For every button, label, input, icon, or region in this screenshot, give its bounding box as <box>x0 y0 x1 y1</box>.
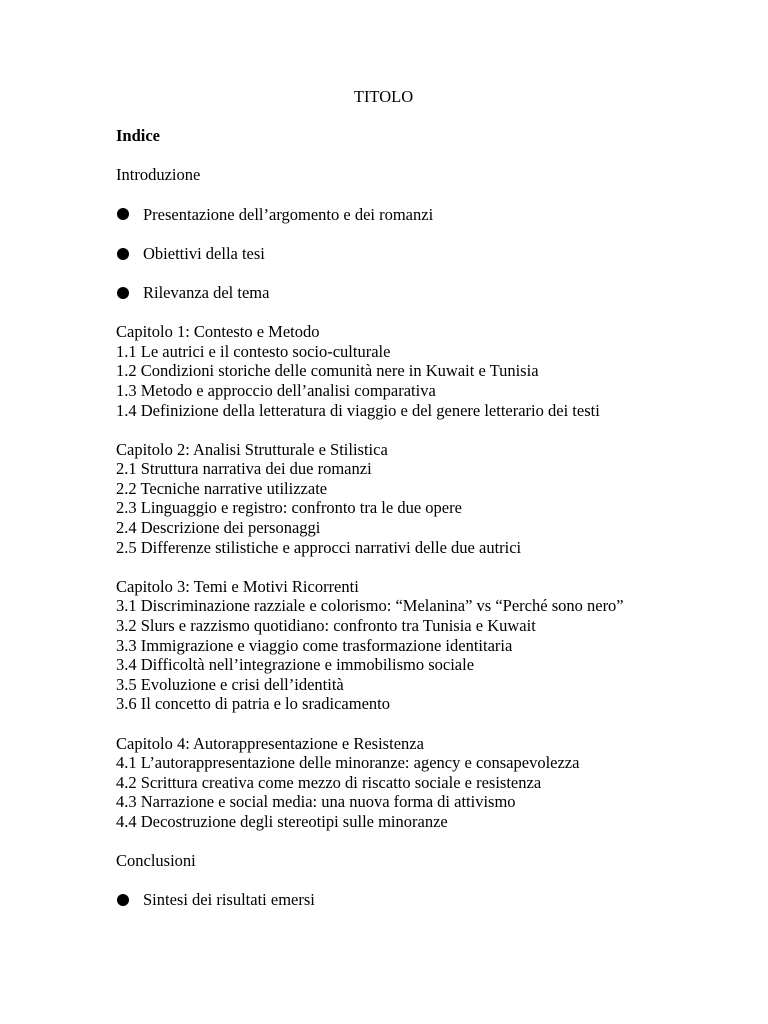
intro-label: Introduzione <box>116 165 201 185</box>
spacer <box>116 224 651 244</box>
chapter-item: 2.2 Tecniche narrative utilizzate <box>116 478 328 498</box>
index-heading: Indice <box>116 126 161 146</box>
spacer <box>116 146 651 166</box>
chapter-item: 2.5 Differenze stilistiche e approcci narrativi delle due autrici <box>116 537 522 557</box>
chapter-item: 4.3 Narrazione e social media: una nuova forma di attivismo <box>116 792 516 812</box>
chapter-item: 3.4 Difficoltà nell’integrazione e immobilismo sociale <box>116 655 475 675</box>
bullet-icon <box>117 894 129 906</box>
chapter-item: 3.6 Il concetto di patria e lo sradicamento <box>116 694 390 714</box>
document-title: TITOLO <box>353 87 414 106</box>
chapter-item: 2.4 Descrizione dei personaggi <box>116 518 321 538</box>
intro-bullet-item <box>116 244 651 264</box>
spacer <box>116 185 651 205</box>
spacer <box>116 557 651 577</box>
intro-bullet-item <box>116 283 651 303</box>
chapter-item: 3.1 Discriminazione razziale e colorismo: “Melanina” vs “Perché sono nero” <box>116 596 624 616</box>
chapter-title: Capitolo 4: Autorappresentazione e Resistenza <box>116 733 424 753</box>
chapter-item: 4.4 Decostruzione degli stereotipi sulle minoranze <box>116 811 448 831</box>
conclusion-label: Conclusioni <box>116 851 196 871</box>
chapter-item: 2.1 Struttura narrativa dei due romanzi <box>116 459 372 479</box>
chapter-title: Capitolo 2: Analisi Strutturale e Stilistica <box>116 439 388 459</box>
chapter-item: 1.2 Condizioni storiche delle comunità nere in Kuwait e Tunisia <box>116 361 539 381</box>
chapter-title: Capitolo 1: Contesto e Metodo <box>116 322 320 342</box>
conclusion-bullet-item <box>116 890 651 910</box>
bullet-text: Obiettivi della tesi <box>143 243 265 263</box>
spacer <box>116 420 651 440</box>
chapter-item: 2.3 Linguaggio e registro: confronto tra le due opere <box>116 498 462 518</box>
intro-bullet-item <box>116 205 651 225</box>
chapter-item: 3.2 Slurs e razzismo quotidiano: confronto tra Tunisia e Kuwait <box>116 616 536 636</box>
bullet-icon <box>117 287 129 299</box>
chapter-item: 1.3 Metodo e approccio dell’analisi comparativa <box>116 380 436 400</box>
spacer <box>116 871 651 891</box>
chapter-item: 3.3 Immigrazione e viaggio come trasformazione identitaria <box>116 635 513 655</box>
chapter-title: Capitolo 3: Temi e Motivi Ricorrenti <box>116 576 359 596</box>
spacer <box>116 303 651 323</box>
chapter-item: 1.1 Le autrici e il contesto socio-culturale <box>116 341 391 361</box>
spacer <box>116 714 651 734</box>
bullet-text: Presentazione dell’argomento e dei romanzi <box>143 204 434 224</box>
bullet-text: Rilevanza del tema <box>143 282 270 302</box>
bullet-icon <box>117 248 129 260</box>
bullet-icon <box>117 208 129 220</box>
chapter-item: 4.1 L’autorappresentazione delle minoranze: agency e consapevolezza <box>116 753 580 773</box>
spacer <box>116 832 651 852</box>
bullet-text: Sintesi dei risultati emersi <box>143 890 315 910</box>
document-content <box>116 87 651 910</box>
spacer <box>116 263 651 283</box>
spacer <box>116 107 651 127</box>
chapter-item: 3.5 Evoluzione e crisi dell’identità <box>116 674 344 694</box>
chapter-item: 1.4 Definizione della letteratura di viaggio e del genere letterario dei testi <box>116 400 600 420</box>
chapter-item: 4.2 Scrittura creativa come mezzo di riscatto sociale e resistenza <box>116 772 542 792</box>
